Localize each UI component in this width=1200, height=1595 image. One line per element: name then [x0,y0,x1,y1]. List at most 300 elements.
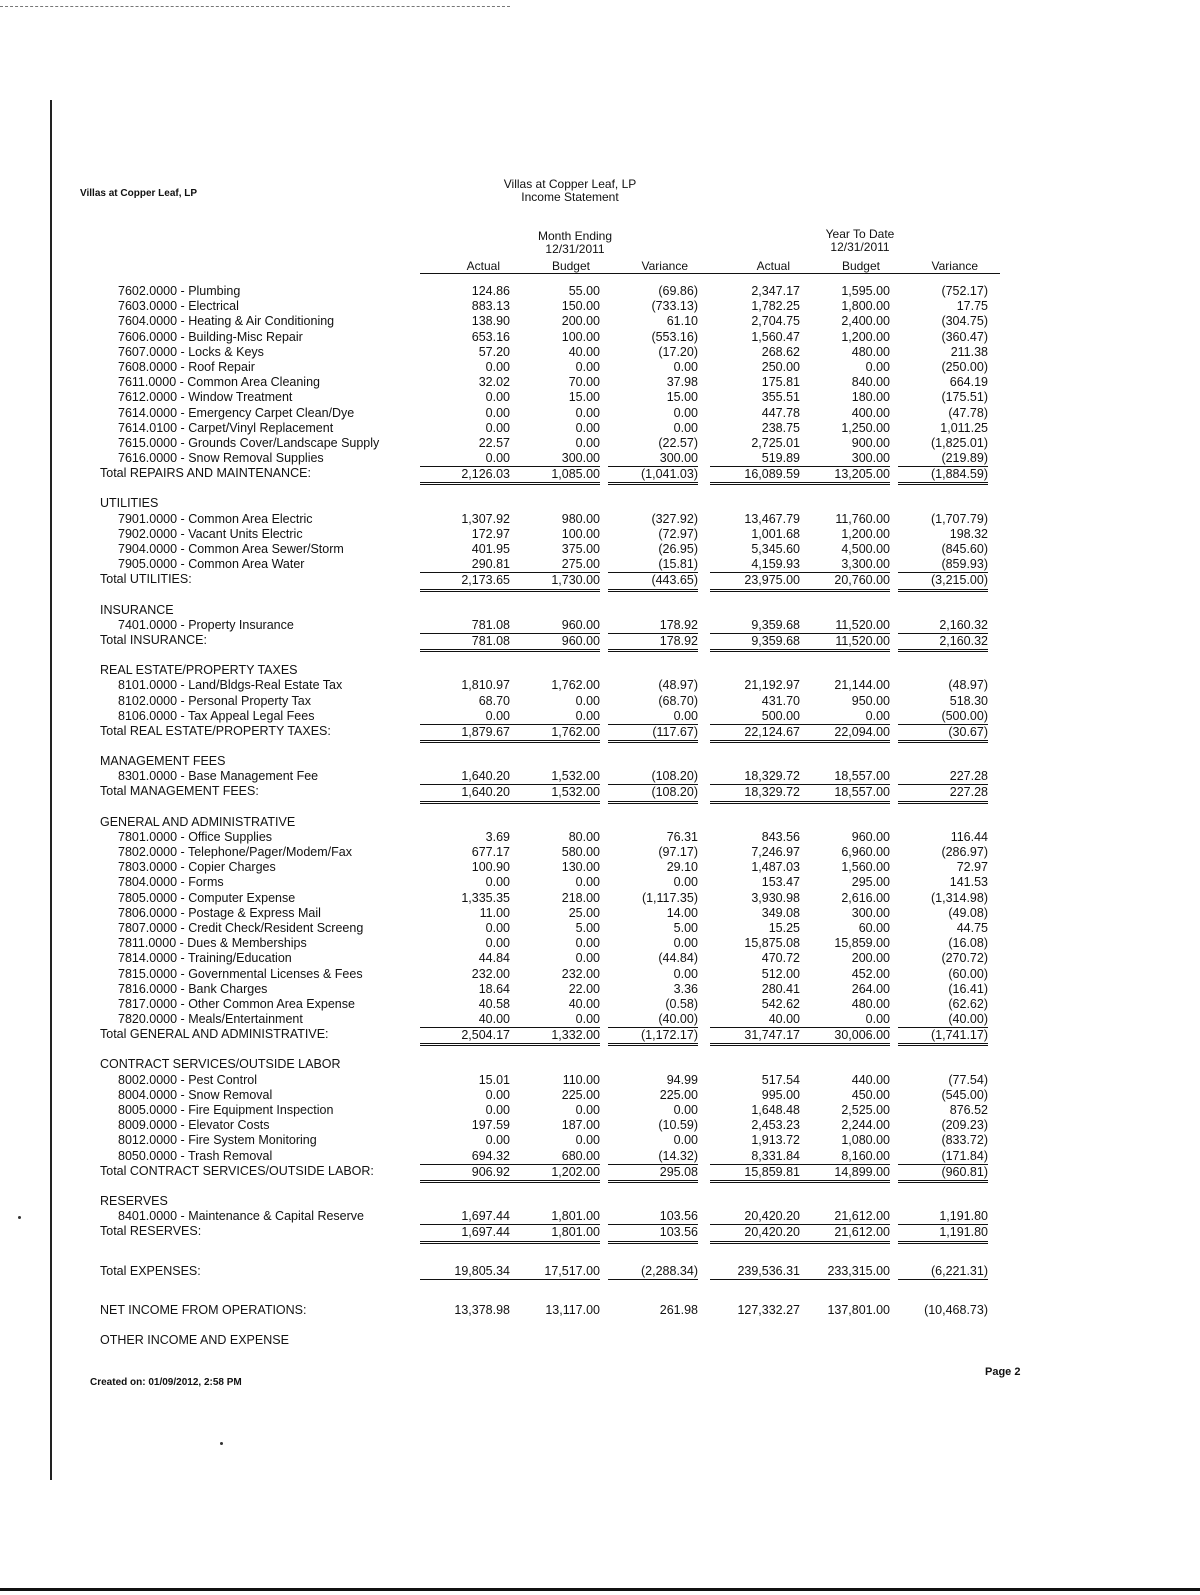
amount-cell: 0.00 [673,1103,698,1117]
amount-cell: 2,160.32 [898,633,988,652]
amount-cell: (17.20) [658,344,698,359]
section-heading [100,1194,1000,1209]
line-item [100,860,1000,875]
line-item [100,709,1000,724]
amount-cell: 68.70 [478,693,510,708]
line-item [100,921,1000,936]
amount-cell: 178.92 [659,617,698,632]
amount-cell: 200.00 [561,314,600,329]
section-total-label: Total MANAGEMENT FEES: [100,784,259,799]
amount-cell: 110.00 [562,1072,600,1087]
line-item [100,967,1000,982]
line-item-label: 7608.0000 - Roof Repair [118,359,255,374]
line-item-label: 7804.0000 - Forms [118,875,224,890]
amount-cell: 172.97 [471,526,510,541]
line-item [100,375,1000,390]
amount-cell: 1,085.00 [510,466,600,485]
amount-cell: 290.81 [471,557,510,572]
line-item [100,694,1000,709]
amount-cell: 0.00 [575,693,600,708]
amount-cell: 843.56 [761,829,800,844]
amount-cell: 1,250.00 [841,420,890,435]
amount-cell: 8,160.00 [841,1148,890,1163]
amount-cell: 450.00 [851,1087,890,1102]
amount-cell: 20,760.00 [800,572,890,591]
line-item [100,1118,1000,1133]
section-heading-label: GENERAL AND ADMINISTRATIVE [100,814,296,829]
line-item-label: 7802.0000 - Telephone/Pager/Modem/Fax [118,845,352,859]
line-item [100,891,1000,906]
section-total [100,784,1000,799]
amount-cell: 250.00 [761,359,800,374]
section-heading [100,496,1000,511]
amount-cell: 55.00 [568,284,600,298]
amount-cell: 470.72 [761,951,800,966]
amount-cell: 153.47 [761,875,800,890]
amount-cell: 2,504.17 [420,1027,510,1046]
line-item-label: 8050.0000 - Trash Removal [118,1148,273,1163]
amount-cell: 0.00 [575,405,600,420]
amount-cell: 440.00 [851,1072,890,1087]
line-item [100,982,1000,997]
scan-artifact-left-edge [50,100,52,1480]
amount-cell: 44.75 [956,920,988,935]
amount-cell: 3,300.00 [841,557,890,572]
company-name-left: Villas at Copper Leaf, LP [80,188,198,199]
amount-cell: 2,616.00 [841,890,890,905]
line-item [100,314,1000,329]
line-item [100,557,1000,572]
amount-cell: 0.00 [485,1087,510,1102]
amount-cell: 0.00 [575,1133,600,1148]
line-item-label: 7814.0000 - Training/Education [118,951,292,966]
amount-cell: 452.00 [851,966,890,981]
amount-cell: 18.64 [478,981,510,996]
amount-cell: 1,801.00 [551,1209,600,1224]
amount-cell: (14.32) [658,1148,698,1163]
amount-cell: 275.00 [561,557,600,572]
other-income-heading-label: OTHER INCOME AND EXPENSE [100,1332,289,1347]
amount-cell: 1,011.25 [940,420,988,435]
amount-cell: 80.00 [568,829,600,844]
amount-cell: 0.00 [575,359,600,374]
line-item [100,299,1000,314]
amount-cell: 8,331.84 [751,1148,800,1163]
amount-cell: 1,782.25 [751,299,800,314]
amount-cell: 18,557.00 [800,784,890,803]
amount-cell: 0.00 [673,405,698,420]
col-ytd-variance: Variance [931,259,978,273]
month-date: 12/31/2011 [545,242,605,256]
section-total [100,1164,1000,1179]
line-item-label: 7905.0000 - Common Area Water [118,557,305,572]
amount-cell: 15,859.00 [834,936,890,951]
section-total [100,572,1000,587]
amount-cell: 94.99 [666,1072,698,1087]
amount-cell: 1,560.00 [841,860,890,875]
amount-cell: (553.16) [651,329,698,344]
amount-cell: (15.81) [658,557,698,572]
page-number: Page 2 [985,1366,1021,1378]
amount-cell: 295.00 [851,875,890,890]
amount-cell: 116.44 [950,829,988,844]
amount-cell: 2,453.23 [751,1118,800,1133]
amount-cell: 1,810.97 [461,678,510,693]
amount-cell: (1,117.35) [641,890,698,905]
amount-cell: 2,347.17 [751,284,800,298]
amount-cell: 349.08 [761,905,800,920]
amount-cell: 25.00 [568,905,600,920]
amount-cell: (44.84) [658,951,698,966]
amount-cell: 238.75 [761,420,800,435]
amount-cell: 124.86 [471,284,510,298]
amount-cell: (1,741.17) [898,1027,988,1046]
line-item [100,1012,1000,1027]
section-total [100,724,1000,739]
amount-cell: 72.97 [956,860,988,875]
amount-cell: 21,144.00 [834,678,890,693]
amount-cell: (77.54) [948,1072,988,1087]
scan-speck [18,1216,21,1219]
line-item-label: 7817.0000 - Other Common Area Expense [118,996,355,1011]
total-expenses [100,1264,1000,1279]
amount-cell: 15,859.81 [710,1164,800,1183]
amount-cell: 22.00 [568,981,600,996]
amount-cell: 1,532.00 [551,769,600,784]
amount-cell: 13,378.98 [454,1302,510,1317]
amount-cell: 0.00 [485,708,510,723]
amount-cell: 9,359.68 [751,617,800,632]
section-total [100,633,1000,648]
section-heading [100,1057,1000,1072]
section-heading-label: RESERVES [100,1193,168,1208]
amount-cell: 29.10 [666,860,698,875]
section-total-label: Total UTILITIES: [100,572,192,587]
section-total [100,466,1000,481]
section-total-label: Total RESERVES: [100,1224,202,1239]
amount-cell: 232.00 [471,966,510,981]
amount-cell: (1,172.17) [608,1027,698,1046]
amount-cell: 233,315.00 [800,1264,890,1280]
amount-cell: 1,762.00 [510,724,600,743]
amount-cell: (72.97) [658,526,698,541]
line-item [100,830,1000,845]
amount-cell: (304.75) [941,314,988,329]
amount-cell: 141.53 [949,875,988,890]
amount-cell: 15.00 [666,390,698,405]
amount-cell: 1,730.00 [510,572,600,591]
line-item [100,406,1000,421]
amount-cell: 0.00 [575,435,600,450]
line-item-label: 7811.0000 - Dues & Memberships [118,936,307,951]
amount-cell: 2,126.03 [420,466,510,485]
month-period-header [500,230,650,256]
line-item-label: 7401.0000 - Property Insurance [118,617,294,632]
amount-cell: 1,332.00 [510,1027,600,1046]
col-month-actual: Actual [466,259,500,273]
amount-cell: 30,006.00 [800,1027,890,1046]
amount-cell: 906.92 [420,1164,510,1183]
line-item [100,390,1000,405]
amount-cell: (752.17) [941,284,988,298]
amount-cell: (209.23) [941,1118,988,1133]
amount-cell: 1,191.80 [898,1224,988,1243]
amount-cell: 40.00 [768,1012,800,1027]
line-item-label: 8301.0000 - Base Management Fee [118,769,319,784]
line-item-label: 7615.0000 - Grounds Cover/Landscape Supply [118,435,380,450]
section-total-label: Total CONTRACT SERVICES/OUTSIDE LABOR: [100,1163,374,1178]
amount-cell: 1,595.00 [841,284,890,298]
section-total-label: Total INSURANCE: [100,632,207,647]
amount-cell: 21,612.00 [834,1209,890,1224]
line-item [100,527,1000,542]
section-total [100,1224,1000,1239]
amount-cell: 3,930.98 [751,890,800,905]
amount-cell: (30.67) [898,724,988,743]
amount-cell: (0.58) [665,996,698,1011]
amount-cell: (1,707.79) [931,511,988,526]
amount-cell: 653.16 [471,329,510,344]
amount-cell: (1,041.03) [608,466,698,485]
amount-cell: 32.02 [478,375,510,390]
line-item [100,769,1000,784]
amount-cell: 0.00 [575,420,600,435]
amount-cell: 60.00 [858,920,890,935]
line-item-label: 7616.0000 - Snow Removal Supplies [118,451,324,466]
line-item [100,330,1000,345]
amount-cell: (175.51) [941,390,988,405]
line-item [100,542,1000,557]
amount-cell: 2,525.00 [841,1103,890,1117]
section-heading [100,815,1000,830]
amount-cell: 2,400.00 [841,314,890,329]
amount-cell: 16,089.59 [710,466,800,485]
amount-cell: 9,359.68 [710,633,800,652]
amount-cell: 22.57 [478,435,510,450]
section-heading-label: INSURANCE [100,602,174,617]
amount-cell: 6,960.00 [841,845,890,859]
amount-cell: (48.97) [948,678,988,693]
amount-cell: 0.00 [673,966,698,981]
amount-cell: 22,124.67 [710,724,800,743]
amount-cell: 0.00 [673,420,698,435]
line-item-label: 7816.0000 - Bank Charges [118,981,268,996]
amount-cell: 295.08 [608,1164,698,1183]
line-item [100,436,1000,451]
amount-cell: 20,420.20 [744,1209,800,1224]
line-item-label: 7603.0000 - Electrical [118,299,239,314]
line-item [100,1209,1000,1224]
amount-cell: 103.56 [608,1224,698,1243]
month-label: Month Ending [537,229,613,243]
section-heading [100,754,1000,769]
amount-cell: 14.00 [666,905,698,920]
line-item [100,1103,1000,1118]
line-item [100,997,1000,1012]
total-expenses-label: Total EXPENSES: [100,1263,201,1278]
amount-cell: 0.00 [485,420,510,435]
section-heading-label: CONTRACT SERVICES/OUTSIDE LABOR [100,1057,341,1072]
amount-cell: 518.30 [949,693,988,708]
line-item [100,1073,1000,1088]
line-item-label: 7614.0100 - Carpet/Vinyl Replacement [118,420,334,435]
line-item-label: 7606.0000 - Building-Misc Repair [118,329,303,344]
amount-cell: 15,875.08 [744,936,800,951]
company-name-center: Villas at Copper Leaf, LP [503,177,637,191]
amount-cell: 13,205.00 [800,466,890,485]
amount-cell: 20,420.20 [710,1224,800,1243]
amount-cell: (10,468.73) [924,1302,988,1317]
amount-cell: (286.97) [941,845,988,859]
section-total-label: Total GENERAL AND ADMINISTRATIVE: [100,1027,329,1042]
amount-cell: 664.19 [949,375,988,390]
amount-cell: 211.38 [950,344,988,359]
amount-cell: 130.00 [561,860,600,875]
amount-cell: 225.00 [659,1087,698,1102]
amount-cell: 261.98 [659,1302,698,1317]
amount-cell: 15.00 [568,390,600,405]
amount-cell: 580.00 [561,845,600,859]
net-income-label: NET INCOME FROM OPERATIONS: [100,1302,307,1317]
line-item-label: 7801.0000 - Office Supplies [118,829,273,844]
amount-cell: 375.00 [561,542,600,556]
amount-cell: 0.00 [673,708,698,723]
amount-cell: (219.89) [941,451,988,466]
line-item [100,284,1000,299]
net-income [100,1303,1000,1318]
scan-artifact-top-line [0,6,510,7]
created-timestamp: Created on: 01/09/2012, 2:58 PM [90,1377,242,1388]
amount-cell: 512.00 [761,966,800,981]
amount-cell: (117.67) [608,724,698,743]
line-item [100,936,1000,951]
amount-cell: 264.00 [851,981,890,996]
amount-cell: (270.72) [941,951,988,966]
amount-cell: (500.00) [941,708,988,723]
amount-cell: 2,160.32 [939,617,988,632]
amount-cell: 225.00 [561,1087,600,1102]
line-item-label: 7902.0000 - Vacant Units Electric [118,526,303,541]
line-item-label: 7614.0000 - Emergency Carpet Clean/Dye [118,405,355,420]
section-heading [100,603,1000,618]
line-item [100,345,1000,360]
amount-cell: 18,329.72 [710,784,800,803]
amount-cell: 40.58 [478,996,510,1011]
amount-cell: 3.69 [485,829,510,844]
amount-cell: 401.95 [471,542,510,556]
amount-cell: 1,640.20 [420,784,510,803]
line-item-label: 7607.0000 - Locks & Keys [118,344,264,359]
amount-cell: (250.00) [941,359,988,374]
line-item [100,1133,1000,1148]
line-item [100,845,1000,860]
amount-cell: 300.00 [851,905,890,920]
line-item-label: 7901.0000 - Common Area Electric [118,511,313,526]
amount-cell: 1,800.00 [841,299,890,314]
amount-cell: 150.00 [561,299,600,314]
amount-cell: 1,913.72 [751,1133,800,1148]
line-item-label: 8004.0000 - Snow Removal [118,1087,273,1102]
amount-cell: 18,557.00 [834,769,890,784]
amount-cell: (69.86) [658,284,698,298]
line-item-label: 7805.0000 - Computer Expense [118,890,296,905]
amount-cell: 2,725.01 [751,435,800,450]
amount-cell: 960.00 [561,617,600,632]
amount-cell: 0.00 [575,1012,600,1027]
amount-cell: 980.00 [561,511,600,526]
amount-cell: (108.20) [651,769,698,784]
amount-cell: (545.00) [941,1087,988,1102]
amount-cell: 0.00 [485,875,510,890]
amount-cell: 0.00 [673,875,698,890]
amount-cell: 11,760.00 [835,511,890,526]
amount-cell: 200.00 [851,951,890,966]
ytd-date: 12/31/2011 [830,240,890,254]
amount-cell: 0.00 [485,359,510,374]
amount-cell: 781.08 [420,633,510,652]
amount-cell: (327.92) [651,511,698,526]
amount-cell: 0.00 [485,451,510,466]
line-item-label: 7807.0000 - Credit Check/Resident Screeng [118,920,364,935]
amount-cell: 0.00 [575,951,600,966]
amount-cell: 197.59 [471,1118,510,1133]
line-item-label: 7611.0000 - Common Area Cleaning [118,375,320,390]
amount-cell: 61.10 [666,314,698,329]
amount-cell: 1,001.68 [751,526,800,541]
amount-cell: 0.00 [485,390,510,405]
report-header [440,178,700,204]
other-income-heading [100,1333,1000,1348]
amount-cell: 1,697.44 [461,1209,510,1224]
amount-cell: (16.41) [948,981,988,996]
amount-cell: 517.54 [761,1072,800,1087]
amount-cell: 1,532.00 [510,784,600,803]
amount-cell: 0.00 [485,936,510,951]
amount-cell: 14,899.00 [800,1164,890,1183]
amount-cell: 1,801.00 [510,1224,600,1243]
amount-cell: 103.56 [659,1209,698,1224]
amount-cell: 0.00 [673,1133,698,1148]
line-item-label: 8012.0000 - Fire System Monitoring [118,1133,317,1148]
section-total [100,1027,1000,1042]
line-item-label: 8101.0000 - Land/Bldgs-Real Estate Tax [118,678,343,693]
amount-cell: 13,467.79 [744,511,800,526]
amount-cell: 1,560.47 [751,329,800,344]
amount-cell: 0.00 [865,1012,890,1027]
amount-cell: 5.00 [673,920,698,935]
amount-cell: (97.17) [658,845,698,859]
amount-cell: 2,173.65 [420,572,510,591]
amount-cell: 960.00 [510,633,600,652]
amount-cell: (48.97) [658,678,698,693]
amount-cell: (733.13) [651,299,698,314]
amount-cell: 0.00 [673,359,698,374]
amount-cell: 960.00 [851,829,890,844]
report-title: Income Statement [521,190,619,204]
amount-cell: (360.47) [941,329,988,344]
amount-cell: 0.00 [575,1103,600,1117]
ytd-period-header [785,228,935,254]
line-item-label: 7803.0000 - Copier Charges [118,860,276,875]
statement-body [100,284,1000,1348]
amount-cell: 300.00 [659,451,698,466]
amount-cell: 137,801.00 [827,1302,890,1317]
amount-cell: 1,648.48 [751,1103,800,1117]
amount-cell: 76.31 [666,829,698,844]
amount-cell: 0.00 [575,875,600,890]
section-heading-label: UTILITIES [100,496,159,511]
amount-cell: 300.00 [851,451,890,466]
